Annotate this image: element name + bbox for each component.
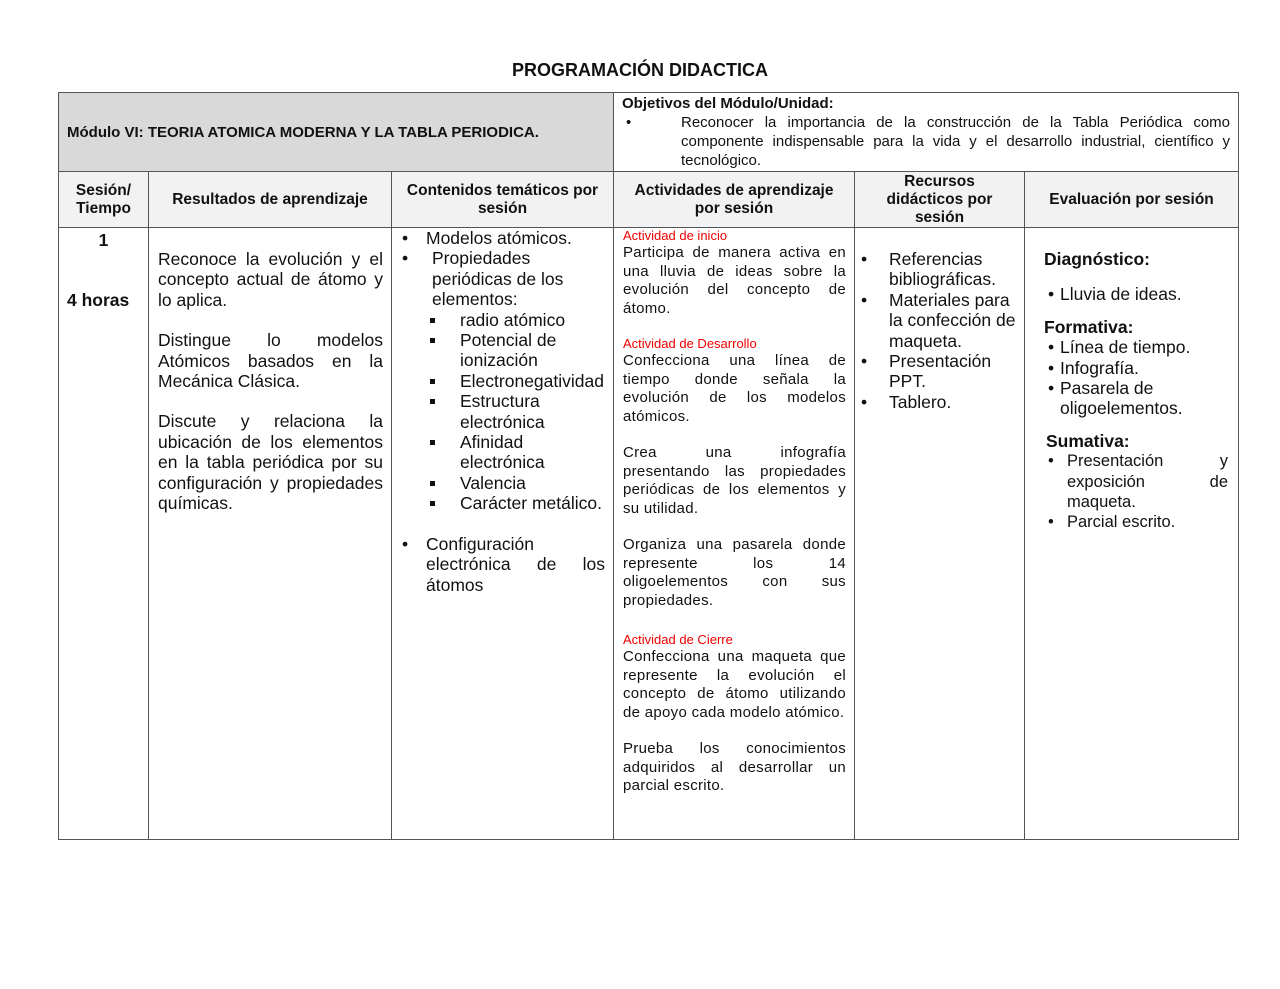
resource-item: • Referencias bibliográficas. (857, 249, 1018, 290)
activity-close-text: Confecciona una maqueta que represente la evolución el concepto de átomo utilizando de apoyo cada modelo atómico. (623, 648, 846, 721)
activity-start-text: Participa de manera activa en una lluvia de ideas sobre la evolución del concepto de átomo. (623, 244, 846, 317)
contents-cell (391, 227, 614, 840)
result-item: Discute y relaciona la ubicación de los elementos en la tabla periódica por su configuración y propiedades químicas. (158, 411, 383, 514)
header-evaluation: Evaluación por sesión (1024, 171, 1239, 228)
diagnostic-item: • Lluvia de ideas. (1044, 284, 1228, 304)
objectives-heading: Objetivos del Módulo/Unidad: (622, 95, 834, 112)
header-contents: Contenidos temáticos por sesión (391, 171, 614, 228)
diagnostic-label: Diagnóstico: (1044, 249, 1150, 269)
resources-cell (854, 227, 1025, 840)
result-item: Distingue lo modelos Atómicos basados en la Mecánica Clásica. (158, 330, 383, 392)
resource-item: • Materiales para la confección de maqueta. (857, 290, 1018, 351)
results-cell (148, 227, 392, 840)
activity-development-text: Crea una infografía presentando las propiedades periódicas de los elementos y su utilidad. (623, 444, 846, 517)
activities-cell (613, 227, 855, 840)
formative-item: • Línea de tiempo. (1044, 337, 1228, 357)
formative-label: Formativa: (1044, 316, 1134, 337)
content-item: • Configuración electrónica de los átomos (398, 534, 605, 595)
module-cell (58, 92, 614, 172)
content-subitem: Valencia (398, 473, 605, 493)
session-cell (58, 227, 149, 840)
content-item (398, 248, 605, 309)
module-title: Módulo VI: TEORIA ATOMICA MODERNA Y LA TABLA PERIODICA. (67, 123, 539, 141)
session-time: 4 horas (67, 290, 130, 310)
resource-item: • Presentación PPT. (857, 351, 1018, 392)
page-title: PROGRAMACIÓN DIDACTICA (512, 60, 768, 80)
formative-item: • Pasarela de oligoelementos. (1044, 378, 1180, 419)
content-subitem: Afinidad electrónica (398, 432, 605, 473)
formative-item: • Infografía. (1044, 358, 1228, 378)
objective-text: Reconocer la importancia de la construcción de la Tabla Periódica como componente indispensable para la vida y el desarrollo industrial, científico y tecnológico. (681, 114, 1230, 169)
resource-item: • Tablero. (857, 392, 1018, 412)
content-item: • Modelos atómicos. (398, 228, 605, 248)
header-activities: Actividades de aprendizaje por sesión (613, 171, 855, 228)
header-session: Sesión/ Tiempo (58, 171, 149, 228)
summative-item: • Parcial escrito. (1044, 512, 1228, 532)
summative-item: • Presentación y exposición de maqueta. (1044, 451, 1228, 512)
content-item-text: Propiedades periódicas de los elementos: (432, 248, 564, 310)
activity-close-label: Actividad de Cierre (623, 632, 733, 647)
activity-start-label: Actividad de inicio (623, 228, 728, 243)
objectives-cell (613, 92, 1239, 172)
activity-development-text: Organiza una pasarela donde represente los 14 oligoelementos con sus propiedades. (623, 536, 846, 609)
objective-item (622, 113, 1230, 170)
content-subitem: Estructura electrónica (398, 391, 605, 432)
summative-label: Sumativa: (1046, 430, 1130, 451)
result-item: Reconoce la evolución y el concepto actual de átomo y lo aplica. (158, 249, 383, 310)
header-resources: Recursos didácticos por sesión (854, 171, 1025, 228)
session-number: 1 (98, 230, 109, 250)
activity-development-text: Confecciona una línea de tiempo donde señala la evolución de los modelos atómicos. (623, 352, 846, 425)
content-subitem: Carácter metálico. (398, 493, 605, 513)
content-subitem: radio atómico (398, 310, 605, 330)
evaluation-cell (1024, 227, 1239, 840)
activity-close-text: Prueba los conocimientos adquiridos al desarrollar un parcial escrito. (623, 740, 846, 794)
header-results: Resultados de aprendizaje (148, 171, 392, 228)
content-subitem: Potencial de ionización (398, 330, 605, 371)
content-subitem: Electronegatividad (398, 371, 605, 391)
activity-development-label: Actividad de Desarrollo (623, 336, 757, 351)
